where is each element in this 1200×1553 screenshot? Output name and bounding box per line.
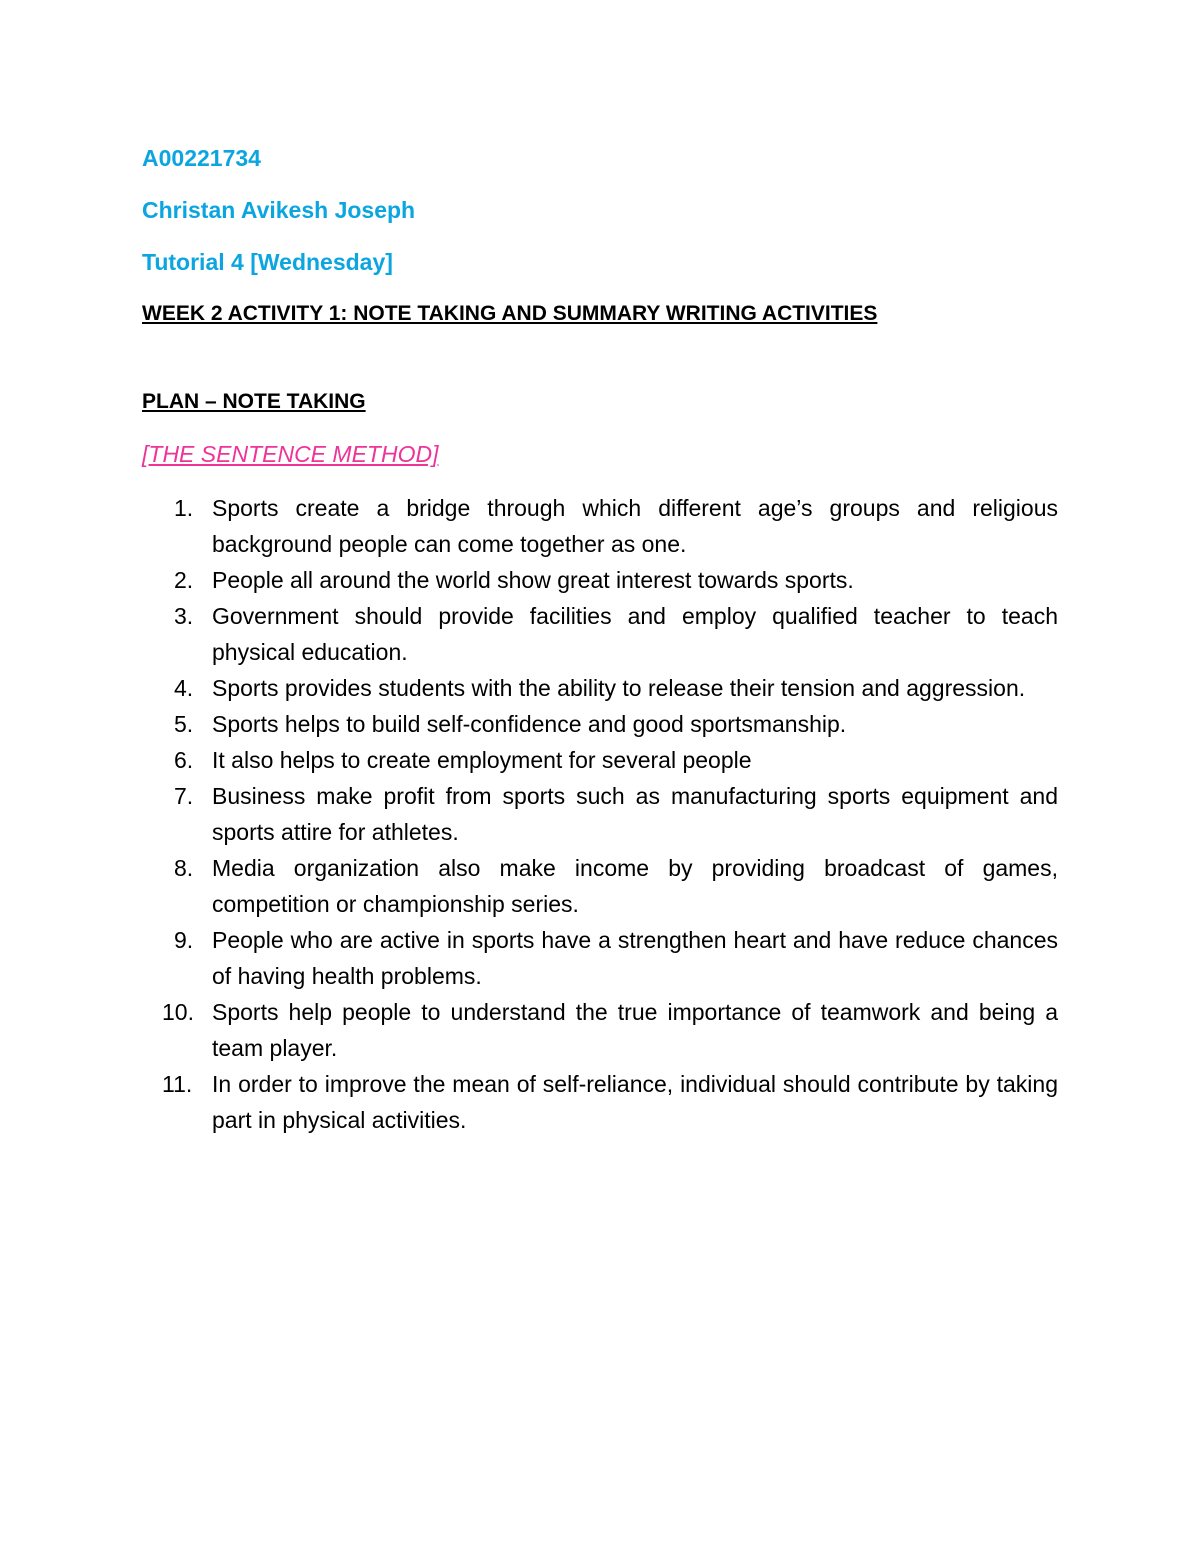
- list-item: [142, 742, 1058, 778]
- list-item-number: 6.: [174, 747, 194, 773]
- list-item-number: 8.: [174, 855, 194, 881]
- list-item: [142, 562, 1058, 598]
- list-item: [142, 778, 1058, 850]
- list-item-number: 5.: [174, 711, 194, 737]
- list-item-text: Government should provide facilities and employ qualified teacher to teach physical education.: [212, 603, 1058, 665]
- list-item-number: 2.: [174, 567, 194, 593]
- list-item: [142, 850, 1058, 922]
- list-item-text: Sports helps to build self-confidence and good sportsmanship.: [212, 711, 847, 737]
- list-item-text: Sports provides students with the ability to release their tension and aggression.: [212, 675, 1026, 701]
- list-item: [142, 670, 1058, 706]
- list-item: [142, 922, 1058, 994]
- list-item-text: Business make profit from sports such as manufacturing sports equipment and sports attire for athletes.: [212, 783, 1058, 845]
- student-id: A00221734: [142, 145, 261, 171]
- tutorial-line: Tutorial 4 [Wednesday]: [142, 249, 393, 275]
- list-item-text: Sports help people to understand the true importance of teamwork and being a team player.: [212, 999, 1058, 1061]
- list-item-text: People all around the world show great interest towards sports.: [212, 567, 854, 593]
- list-item: [142, 994, 1058, 1066]
- list-item-number: 4.: [174, 675, 194, 701]
- document-content: [142, 142, 1058, 1138]
- list-item-text: Media organization also make income by providing broadcast of games, competition or championship series.: [212, 855, 1058, 917]
- plan-title: PLAN – NOTE TAKING: [142, 390, 366, 413]
- list-item: [142, 490, 1058, 562]
- list-item-text: In order to improve the mean of self-reliance, individual should contribute by taking part in physical activities.: [212, 1071, 1058, 1133]
- list-item-number: 3.: [174, 603, 194, 629]
- activity-title: WEEK 2 ACTIVITY 1: NOTE TAKING AND SUMMARY WRITING ACTIVITIES: [142, 302, 878, 325]
- list-item: [142, 598, 1058, 670]
- list-item-text: It also helps to create employment for several people: [212, 747, 752, 773]
- list-item-number: 9.: [174, 927, 194, 953]
- list-item-number: 7.: [174, 783, 194, 809]
- list-item: [142, 1066, 1058, 1138]
- student-name: Christan Avikesh Joseph: [142, 197, 416, 223]
- method-title: [THE SENTENCE METHOD]: [142, 441, 439, 467]
- list-item-number: 10.: [162, 999, 194, 1025]
- list-item-text: People who are active in sports have a strengthen heart and have reduce chances of having health problems.: [212, 927, 1058, 989]
- list-item-number: 1.: [174, 495, 194, 521]
- list-item-text: Sports create a bridge through which different age’s groups and religious background people can come together as one.: [212, 495, 1058, 557]
- list-item: [142, 706, 1058, 742]
- notes-list: [142, 490, 1058, 1138]
- list-item-number: 11.: [162, 1071, 193, 1097]
